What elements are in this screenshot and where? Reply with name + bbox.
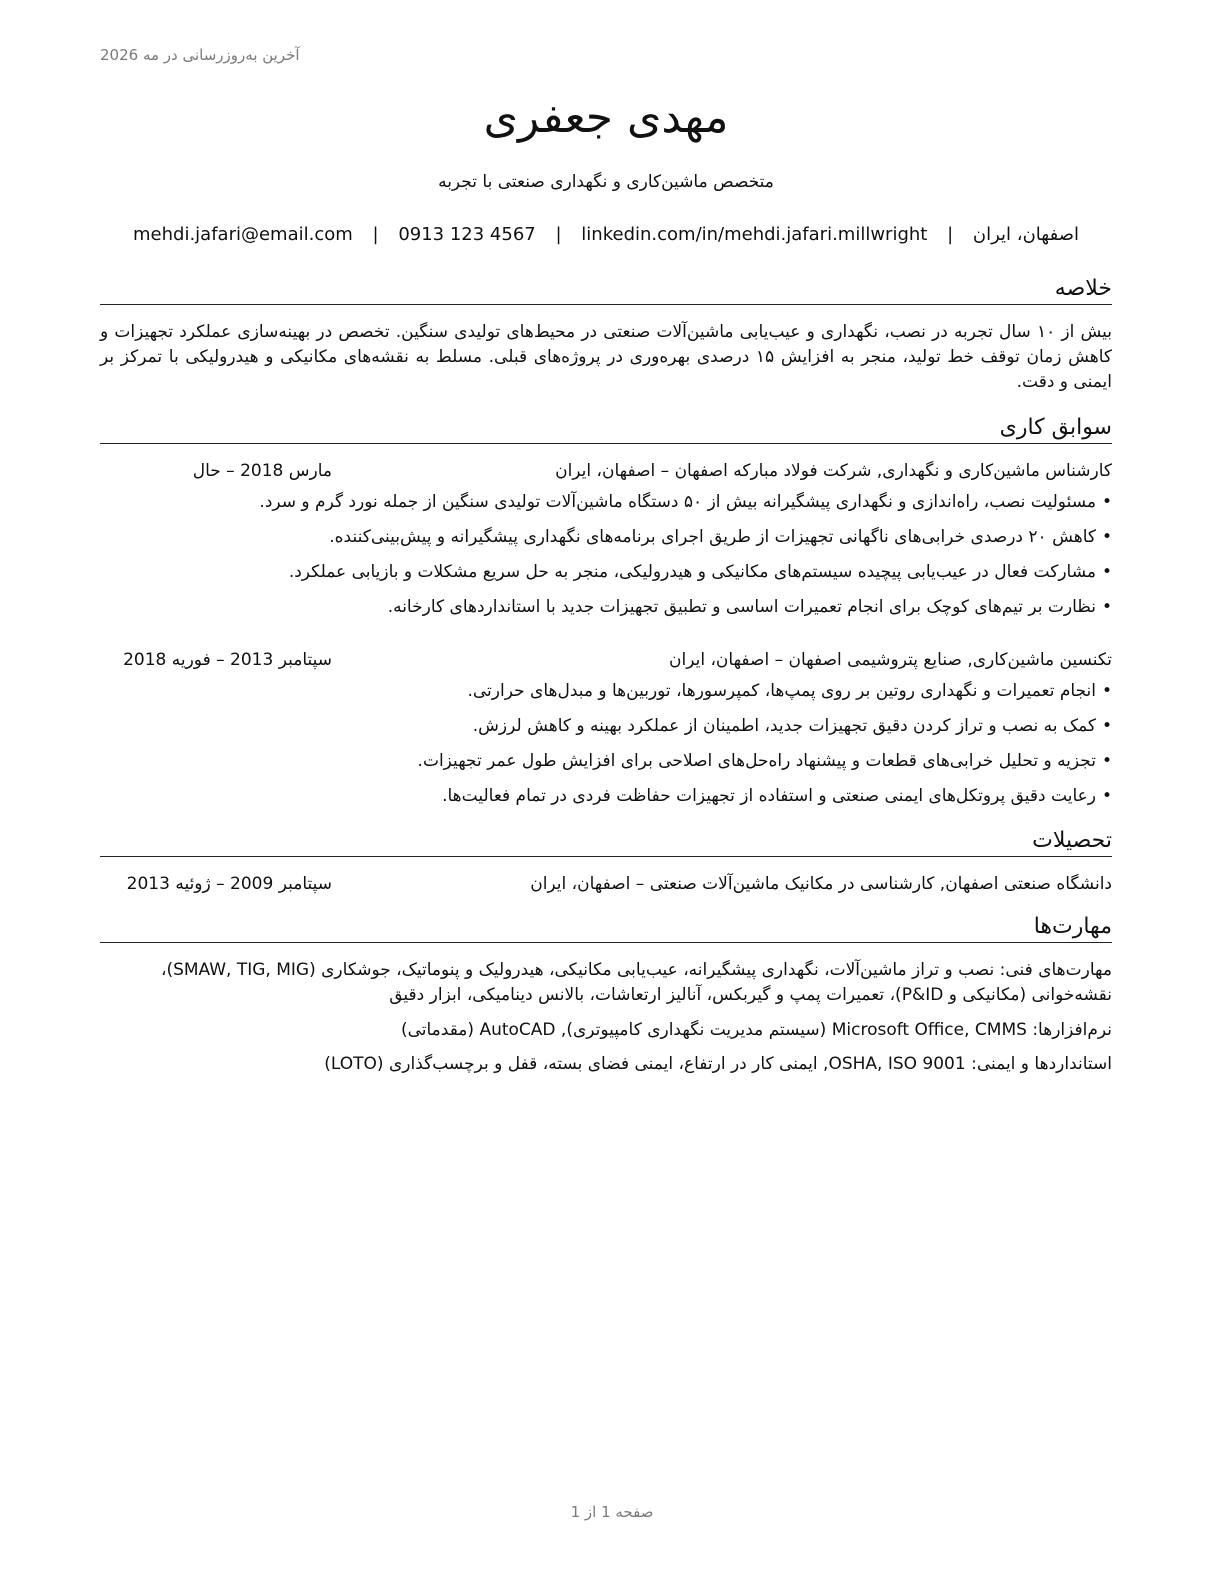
list-item: • نظارت بر تیم‌های کوچک برای انجام تعمیرات اساسی و تطبیق تجهیزات جدید با استانداردهای کارخانه. bbox=[387, 597, 1112, 617]
bullet-icon: • bbox=[1101, 681, 1112, 701]
job-heading bbox=[100, 459, 1112, 483]
section-title-skills: مهارت‌ها bbox=[100, 914, 1112, 943]
contact-email[interactable]: mehdi.jafari@email.com bbox=[133, 224, 353, 245]
job-bullets bbox=[100, 490, 1112, 630]
contact-linkedin[interactable]: linkedin.com/in/mehdi.jafari.millwright bbox=[581, 224, 928, 245]
bullet-icon: • bbox=[1101, 597, 1112, 617]
candidate-name: مهدی جعفری bbox=[483, 92, 729, 143]
list-item: • کاهش ۲۰ درصدی خرابی‌های ناگهانی تجهیزات از طریق اجرای برنامه‌های نگهداری پیشگیرانه و پیش‌بینی‌کننده. bbox=[329, 527, 1112, 547]
education-title: دانشگاه صنعتی اصفهان, کارشناسی در مکانیک ماشین‌آلات صنعتی – اصفهان، ایران bbox=[530, 874, 1112, 894]
bullet-icon: • bbox=[1101, 527, 1112, 547]
contact-phone[interactable]: 0913 123 4567 bbox=[398, 224, 536, 245]
job-title: کارشناس ماشین‌کاری و نگهداری, شرکت فولاد مبارکه اصفهان – اصفهان، ایران bbox=[555, 461, 1112, 481]
list-item: • تجزیه و تحلیل خرابی‌های قطعات و پیشنهاد راه‌حل‌های اصلاحی برای افزایش طول عمر تجهیزات. bbox=[417, 751, 1112, 771]
bullet-icon: • bbox=[1101, 492, 1112, 512]
bullet-icon: • bbox=[1101, 786, 1112, 806]
list-item: • کمک به نصب و تراز کردن دقیق تجهیزات جدید، اطمینان از عملکرد بهینه و کاهش لرزش. bbox=[472, 716, 1112, 736]
contact-line bbox=[100, 224, 1112, 245]
summary-text: بیش از ۱۰ سال تجربه در نصب، نگهداری و عیب‌یابی ماشین‌آلات صنعتی در محیط‌های تولیدی سنگین. تخصص در بهینه‌سازی عملکرد تجهیزات و کاهش زمان توقف خط تولید، منجر به افزایش ۱۵ درصدی بهره‌وری در پروژه‌های قبلی. مسلط به نقشه‌های مکانیکی و هیدرولیکی با تمرکز بر ایمنی و دقت. bbox=[100, 322, 1113, 392]
section-title-summary: خلاصه bbox=[100, 276, 1112, 305]
list-item: • مسئولیت نصب، راه‌اندازی و نگهداری پیشگیرانه بیش از ۵۰ دستگاه ماشین‌آلات تولیدی سنگین از جمله نورد گرم و سرد. bbox=[259, 492, 1112, 512]
bullet-icon: • bbox=[1101, 751, 1112, 771]
skills-standards: استانداردها و ایمنی: OSHA, ISO 9001, ایمنی کار در ارتفاع، ایمنی فضای بسته، قفل و برچسب‌گذاری (LOTO) bbox=[324, 1054, 1112, 1074]
contact-separator: | bbox=[372, 224, 379, 245]
page-number: صفحه 1 از 1 bbox=[570, 1503, 654, 1521]
job-date: سپتامبر 2013 – فوریه 2018 bbox=[123, 650, 332, 670]
job-bullets bbox=[100, 679, 1112, 819]
job-heading bbox=[100, 648, 1112, 672]
section-title-experience: سوابق کاری bbox=[100, 415, 1112, 444]
job-date: مارس 2018 – حال bbox=[192, 461, 332, 481]
contact-separator: | bbox=[555, 224, 562, 245]
contact-location: اصفهان، ایران bbox=[972, 224, 1079, 245]
bullet-icon: • bbox=[1101, 716, 1112, 736]
skills-software: نرم‌افزارها: Microsoft Office, CMMS (سیستم مدیریت نگهداری کامپیوتری), AutoCAD (مقدماتی) bbox=[400, 1020, 1112, 1040]
candidate-subtitle: متخصص ماشین‌کاری و نگهداری صنعتی با تجربه bbox=[438, 172, 774, 192]
section-title-education: تحصیلات bbox=[100, 828, 1112, 857]
bullet-icon: • bbox=[1101, 562, 1112, 582]
job-title: تکنسین ماشین‌کاری, صنایع پتروشیمی اصفهان – اصفهان، ایران bbox=[669, 650, 1112, 670]
list-item: • رعایت دقیق پروتکل‌های ایمنی صنعتی و استفاده از تجهیزات حفاظت فردی در تمام فعالیت‌ها. bbox=[442, 786, 1112, 806]
education-date: سپتامبر 2009 – ژوئیه 2013 bbox=[126, 874, 332, 894]
list-item: • انجام تعمیرات و نگهداری روتین بر روی پمپ‌ها، کمپرسورها، توربین‌ها و مبدل‌های حرارتی. bbox=[467, 681, 1112, 701]
last-updated-note: آخرین به‌روزرسانی در مه 2026 bbox=[100, 46, 300, 64]
education-heading bbox=[100, 872, 1112, 896]
contact-separator: | bbox=[947, 224, 954, 245]
list-item: • مشارکت فعال در عیب‌یابی پیچیده سیستم‌های مکانیکی و هیدرولیکی، منجر به حل سریع مشکلات و بازیابی عملکرد. bbox=[288, 562, 1112, 582]
skills-technical: مهارت‌های فنی: نصب و تراز ماشین‌آلات، نگهداری پیشگیرانه، عیب‌یابی مکانیکی، هیدرولیک و پنوماتیک، جوشکاری (SMAW, TIG, MIG)، نقشه‌خوانی (مکانیکی و P&ID)، تعمیرات پمپ و گیربکس، آنالیز ارتعاشات، بالانس دینامیکی، ابزار دقیق bbox=[160, 960, 1112, 1005]
